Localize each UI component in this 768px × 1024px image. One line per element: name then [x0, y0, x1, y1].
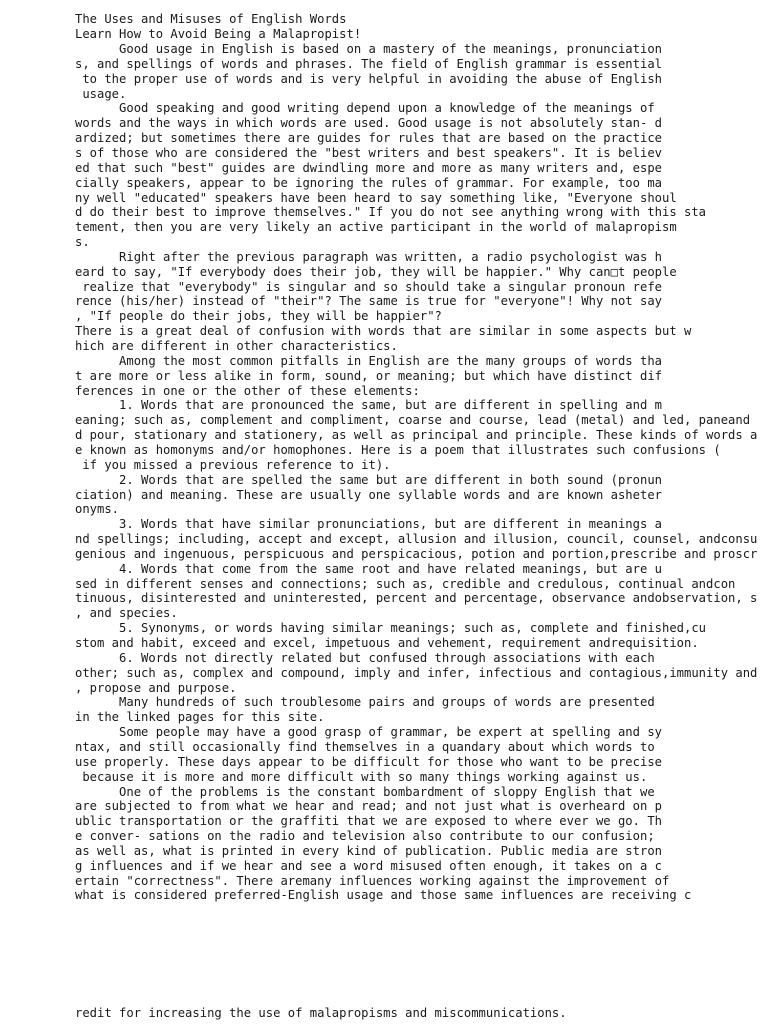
body-text-line: realize that "everybody" is singular and so should take a singular pronoun refe — [75, 279, 662, 294]
body-text-line: Some people may have a good grasp of grammar, be expert at spelling and sy — [75, 725, 662, 740]
body-text-line: ed that such "best" guides are dwindling more and more as many writers and, espe — [75, 160, 662, 175]
body-text-line: Many hundreds of such troublesome pairs and groups of words are presented — [75, 695, 655, 710]
body-text-line: Right after the previous paragraph was written, a radio psychologist was h — [75, 249, 662, 264]
body-text-line: d pour, stationary and stationery, as well as principal and principle. These kinds of words a — [75, 428, 758, 443]
body-text-line: sed in different senses and connections; such as, credible and credulous, continual andcon — [75, 576, 736, 591]
body-text-line: , "If people do their jobs, they will be happier"? — [75, 309, 442, 324]
body-text-line: There is a great deal of confusion with words that are similar in some aspects but w — [75, 324, 692, 339]
body-text-line: e conver- sations on the radio and television also contribute to our confusion; — [75, 829, 655, 843]
body-text-line: tement, then you are very likely an active participant in the world of malapropism — [75, 220, 677, 235]
body-text-line: d do their best to improve themselves." If you do not see anything wrong with this sta — [75, 205, 707, 220]
body-text-line: ferences in one or the other of these elements: — [75, 383, 420, 398]
body-text-line: 2. Words that are spelled the same but are different in both sound (pronun — [75, 472, 662, 487]
body-text-line: ciation) and meaning. These are usually one syllable words and are known asheter — [75, 487, 662, 502]
body-text-line: , propose and purpose. — [75, 680, 237, 695]
body-text-line: to the proper use of words and is very helpful in avoiding the abuse of English — [75, 71, 662, 86]
body-text-line: Among the most common pitfalls in English are the many groups of words tha — [75, 353, 662, 368]
body-text-line: 1. Words that are pronounced the same, but are different in spelling and m — [75, 398, 662, 413]
body-text-line: ertain "correctness". There aremany influences working against the improvement of — [75, 873, 670, 888]
document-footer-line: redit for increasing the use of malapropisms and miscommunications. — [75, 1006, 567, 1020]
body-text-line: eaning; such as, complement and compliment, coarse and course, lead (metal) and led, paneand — [75, 413, 751, 428]
body-text-line: ublic transportation or the graffiti that we are exposed to where ever we go. Th — [75, 814, 662, 829]
body-text-line: nd spellings; including, accept and except, allusion and illusion, council, counsel, andconsu — [75, 532, 758, 546]
body-text-line: if you missed a previous reference to it). — [75, 457, 391, 472]
body-text-line: t are more or less alike in form, sound, or meaning; but which have distinct dif — [75, 368, 662, 383]
body-text-line: ardized; but sometimes there are guides for rules that are based on the practice — [75, 131, 662, 146]
body-text-line: onyms. — [75, 502, 120, 517]
body-text-line: genious and ingenuous, perspicuous and perspicacious, potion and portion,prescribe and proscr — [75, 546, 758, 561]
body-text-line: e known as homonyms and/or homophones. Here is a poem that illustrates such confusions ( — [75, 442, 721, 457]
body-text-line: s. — [75, 235, 90, 249]
body-text-line: use properly. These days appear to be difficult for those who want to be precise — [75, 754, 662, 769]
body-text-line: 4. Words that come from the same root and have related meanings, but are u — [75, 561, 662, 576]
body-text-line: s of those who are considered the "best writers and best speakers". It is believ — [75, 145, 662, 160]
document-title: The Uses and Misuses of English Words — [75, 12, 347, 26]
body-text-line: tinuous, disinterested and uninterested, percent and percentage, observance andobservation, s — [75, 591, 758, 606]
body-text-line: ny well "educated" speakers have been heard to say something like, "Everyone shoul — [75, 190, 677, 205]
body-text-line: 6. Words not directly related but confused through associations with each — [75, 650, 655, 665]
body-text-line: because it is more and more difficult with so many things working against us. — [75, 769, 648, 784]
body-text-line: hich are different in other characteristics. — [75, 339, 398, 353]
body-text-line: Good speaking and good writing depend upon a knowledge of the meanings of — [75, 101, 655, 116]
body-text-line: are subjected to from what we hear and read; and not just what is overheard on p — [75, 799, 662, 814]
body-text-line: ntax, and still occasionally find themselves in a quandary about which words to — [75, 739, 655, 754]
body-text-line: rence (his/her) instead of "their"? The same is true for "everyone"! Why not say — [75, 294, 662, 309]
body-text-line: , and species. — [75, 606, 178, 621]
body-text-line: One of the problems is the constant bombardment of sloppy English that we — [75, 784, 655, 799]
document-subtitle: Learn How to Avoid Being a Malapropist! — [75, 27, 362, 41]
body-text-line: words and the ways in which words are used. Good usage is not absolutely stan- d — [75, 116, 662, 131]
body-text-line: usage. — [75, 86, 127, 101]
body-text-line: 5. Synonyms, or words having similar meanings; such as, complete and finished,cu — [75, 621, 707, 636]
body-text-line: eard to say, "If everybody does their job, they will be happier." Why can□t people — [75, 264, 677, 279]
body-text-line: as well as, what is printed in every kind of publication. Public media are stron — [75, 843, 662, 858]
body-text-line: g influences and if we hear and see a word misused often enough, it takes on a c — [75, 858, 662, 873]
body-text-line: s, and spellings of words and phrases. The field of English grammar is essential — [75, 56, 662, 71]
body-text-line: in the linked pages for this site. — [75, 710, 325, 725]
body-text-line: 3. Words that have similar pronunciations, but are different in meanings a — [75, 517, 662, 532]
body-text-line: cially speakers, appear to be ignoring the rules of grammar. For example, too ma — [75, 175, 662, 190]
body-text-line: stom and habit, exceed and excel, impetuous and vehement, requirement andrequisition. — [75, 636, 699, 650]
body-text-line: what is considered preferred-English usage and those same influences are receiving c — [75, 888, 692, 903]
body-text-line: other; such as, complex and compound, imply and infer, infectious and contagious,immunity and — [75, 665, 758, 680]
body-text-line: Good usage in English is based on a mastery of the meanings, pronunciation — [75, 42, 662, 56]
